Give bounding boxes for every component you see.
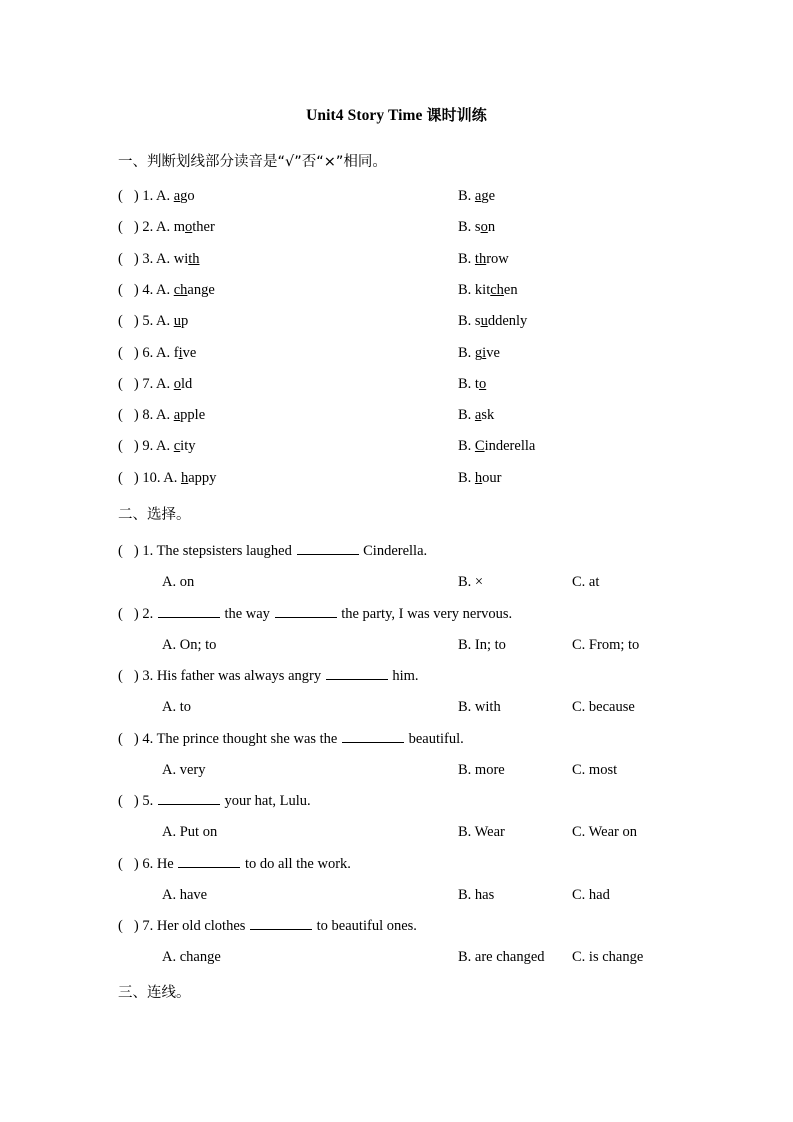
- option-a-word: with: [173, 250, 200, 267]
- option-a[interactable]: A. to: [162, 699, 191, 715]
- table-row: [118, 249, 778, 269]
- option-b[interactable]: B. In; to: [458, 636, 506, 653]
- answer-bracket[interactable]: ( ): [118, 605, 139, 622]
- table-row: [118, 280, 778, 300]
- question-stem: ( ) 3. His father was always angry him.: [118, 668, 419, 684]
- option-c[interactable]: C. is change: [572, 949, 644, 965]
- underlined-letters: a: [474, 188, 482, 204]
- option-c[interactable]: C. at: [572, 574, 600, 590]
- option-c[interactable]: C. had: [572, 886, 610, 903]
- underlined-letters: h: [180, 469, 189, 486]
- answer-bracket[interactable]: ( ): [118, 407, 139, 424]
- underlined-letters: ch: [490, 281, 504, 298]
- answer-blank[interactable]: [275, 605, 337, 618]
- table-row: [118, 186, 778, 206]
- option-b-word: Cinderella: [474, 438, 536, 455]
- option-a-word: up: [173, 313, 189, 330]
- option-a-word: five: [173, 344, 197, 361]
- option-c[interactable]: C. most: [572, 761, 618, 778]
- table-row: [118, 343, 778, 363]
- underlined-letters: i: [178, 344, 183, 361]
- table-row: [118, 468, 778, 488]
- question-stem: ( ) 1. The stepsisters laughed Cinderella.: [118, 543, 428, 559]
- option-a-cell: ( ) 3. A. with: [118, 250, 200, 267]
- option-b-cell: B. suddenly: [458, 313, 528, 330]
- question-row: [118, 854, 778, 874]
- option-c[interactable]: C. because: [572, 699, 635, 715]
- question-row: [118, 541, 778, 561]
- underlined-letters: u: [480, 313, 488, 330]
- underlined-letters: ch: [173, 281, 188, 298]
- options-row: [118, 822, 778, 842]
- option-b-word: hour: [474, 469, 502, 486]
- option-a-cell: ( ) 6. A. five: [118, 344, 197, 361]
- underlined-letters: th: [474, 250, 487, 267]
- table-row: [118, 311, 778, 331]
- option-a-word: city: [173, 438, 196, 455]
- options-row: [118, 697, 778, 717]
- answer-bracket[interactable]: ( ): [118, 188, 139, 204]
- question-stem: ( ) 5. your hat, Lulu.: [118, 793, 311, 809]
- answer-bracket[interactable]: ( ): [118, 281, 139, 298]
- underlined-letters: o: [478, 375, 487, 392]
- table-row: [118, 217, 778, 237]
- answer-blank[interactable]: [342, 730, 404, 743]
- option-a-cell: ( ) 1. A. ago: [118, 188, 195, 204]
- answer-bracket[interactable]: ( ): [118, 250, 139, 267]
- question-stem: ( ) 7. Her old clothes to beautiful ones.: [118, 918, 417, 934]
- question-stem: ( ) 6. He to do all the work.: [118, 855, 351, 872]
- answer-blank[interactable]: [158, 792, 220, 805]
- option-a-cell: ( ) 5. A. up: [118, 313, 189, 330]
- underlined-letters: C: [474, 438, 485, 455]
- underlined-letters: o: [185, 219, 193, 236]
- answer-bracket[interactable]: ( ): [118, 219, 139, 236]
- option-a-word: change: [173, 281, 215, 298]
- option-a[interactable]: A. change: [162, 949, 221, 965]
- option-b-word: give: [474, 344, 500, 361]
- option-b[interactable]: B. has: [458, 886, 495, 903]
- question-row: [118, 791, 778, 811]
- option-b-word: son: [474, 219, 496, 236]
- option-b-cell: B. give: [458, 344, 500, 361]
- option-b-word: suddenly: [474, 313, 528, 330]
- underlined-letters: o: [480, 219, 488, 236]
- option-a-word: mother: [173, 219, 215, 236]
- page-title: [0, 104, 793, 125]
- option-a-cell: ( ) 9. A. city: [118, 438, 196, 455]
- underlined-letters: i: [482, 344, 487, 361]
- option-a[interactable]: A. Put on: [162, 824, 218, 840]
- underlined-letters: a: [173, 407, 181, 424]
- option-c[interactable]: C. Wear on: [572, 824, 638, 840]
- option-b-word: kitchen: [474, 281, 518, 298]
- section-3-heading: 三、连线。: [118, 985, 191, 1001]
- option-b-word: ask: [474, 407, 495, 424]
- underlined-letters: u: [173, 313, 181, 330]
- options-row: [118, 885, 778, 905]
- answer-bracket[interactable]: ( ): [118, 918, 139, 934]
- answer-blank[interactable]: [297, 542, 359, 555]
- underlined-letters: c: [173, 438, 181, 455]
- option-b[interactable]: B. more: [458, 761, 505, 778]
- option-b[interactable]: B. Wear: [458, 824, 505, 840]
- answer-bracket[interactable]: ( ): [118, 855, 139, 872]
- option-a-cell: ( ) 8. A. apple: [118, 407, 206, 424]
- underlined-letters: h: [474, 469, 483, 486]
- option-b[interactable]: B. ×: [458, 574, 484, 590]
- section-1-heading: 一、判断划线部分读音是“√”否“×”相同。: [118, 154, 387, 170]
- option-b[interactable]: B. are changed: [458, 949, 545, 965]
- question-row: [118, 604, 778, 624]
- option-b-word: age: [474, 188, 496, 204]
- answer-blank[interactable]: [326, 667, 388, 680]
- option-a-word: happy: [180, 469, 217, 486]
- option-a-cell: ( ) 4. A. change: [118, 281, 215, 298]
- answer-bracket[interactable]: ( ): [118, 375, 139, 392]
- option-a-word: apple: [173, 407, 206, 424]
- option-b[interactable]: B. with: [458, 699, 501, 715]
- answer-bracket[interactable]: ( ): [118, 344, 139, 361]
- section-2-heading: 二、选择。: [118, 507, 191, 523]
- question-row: [118, 666, 778, 686]
- answer-bracket[interactable]: ( ): [118, 543, 139, 559]
- options-row: [118, 635, 778, 655]
- underlined-letters: th: [188, 250, 200, 267]
- options-row: [118, 572, 778, 592]
- answer-bracket[interactable]: ( ): [118, 438, 139, 455]
- option-c[interactable]: C. From; to: [572, 636, 640, 653]
- answer-bracket[interactable]: ( ): [118, 469, 139, 486]
- answer-blank[interactable]: [250, 917, 312, 930]
- option-a-cell: ( ) 10. A. happy: [118, 469, 217, 486]
- option-b-word: to: [474, 375, 487, 392]
- option-a[interactable]: A. have: [162, 886, 208, 903]
- answer-bracket[interactable]: ( ): [118, 313, 139, 330]
- answer-bracket[interactable]: ( ): [118, 730, 139, 747]
- answer-blank[interactable]: [178, 855, 240, 868]
- underlined-letters: a: [474, 407, 482, 424]
- table-row: [118, 436, 778, 456]
- question-row: [118, 729, 778, 749]
- question-stem: ( ) 4. The prince thought she was the beautiful.: [118, 730, 464, 747]
- option-a-cell: ( ) 2. A. mother: [118, 219, 215, 236]
- option-b-cell: B. age: [458, 188, 496, 204]
- answer-bracket[interactable]: ( ): [118, 668, 139, 684]
- question-row: [118, 916, 778, 936]
- option-a-cell: ( ) 7. A. old: [118, 375, 193, 392]
- option-b-cell: B. to: [458, 375, 487, 392]
- table-row: [118, 405, 778, 425]
- option-a-word: old: [173, 375, 193, 392]
- option-b-cell: B. throw: [458, 250, 509, 267]
- options-row: [118, 760, 778, 780]
- option-b-cell: B. kitchen: [458, 281, 518, 298]
- option-a-word: ago: [173, 188, 195, 204]
- answer-bracket[interactable]: ( ): [118, 793, 139, 809]
- option-a[interactable]: A. very: [162, 761, 206, 778]
- option-b-word: throw: [474, 250, 509, 267]
- options-row: [118, 947, 778, 967]
- option-b-cell: B. Cinderella: [458, 438, 536, 455]
- option-a[interactable]: A. On; to: [162, 636, 217, 653]
- option-b-cell: B. son: [458, 219, 496, 236]
- option-b-cell: B. ask: [458, 407, 495, 424]
- underlined-letters: a: [173, 188, 181, 204]
- option-b-cell: B. hour: [458, 469, 502, 486]
- page-title-chinese: 课时训练: [426, 106, 487, 124]
- answer-blank[interactable]: [158, 605, 220, 618]
- question-stem: ( ) 2. the way the party, I was very nervous.: [118, 605, 513, 622]
- table-row: [118, 374, 778, 394]
- page-title-english: Unit4 Story Time: [306, 107, 427, 124]
- option-a[interactable]: A. on: [162, 574, 195, 590]
- underlined-letters: o: [173, 375, 181, 392]
